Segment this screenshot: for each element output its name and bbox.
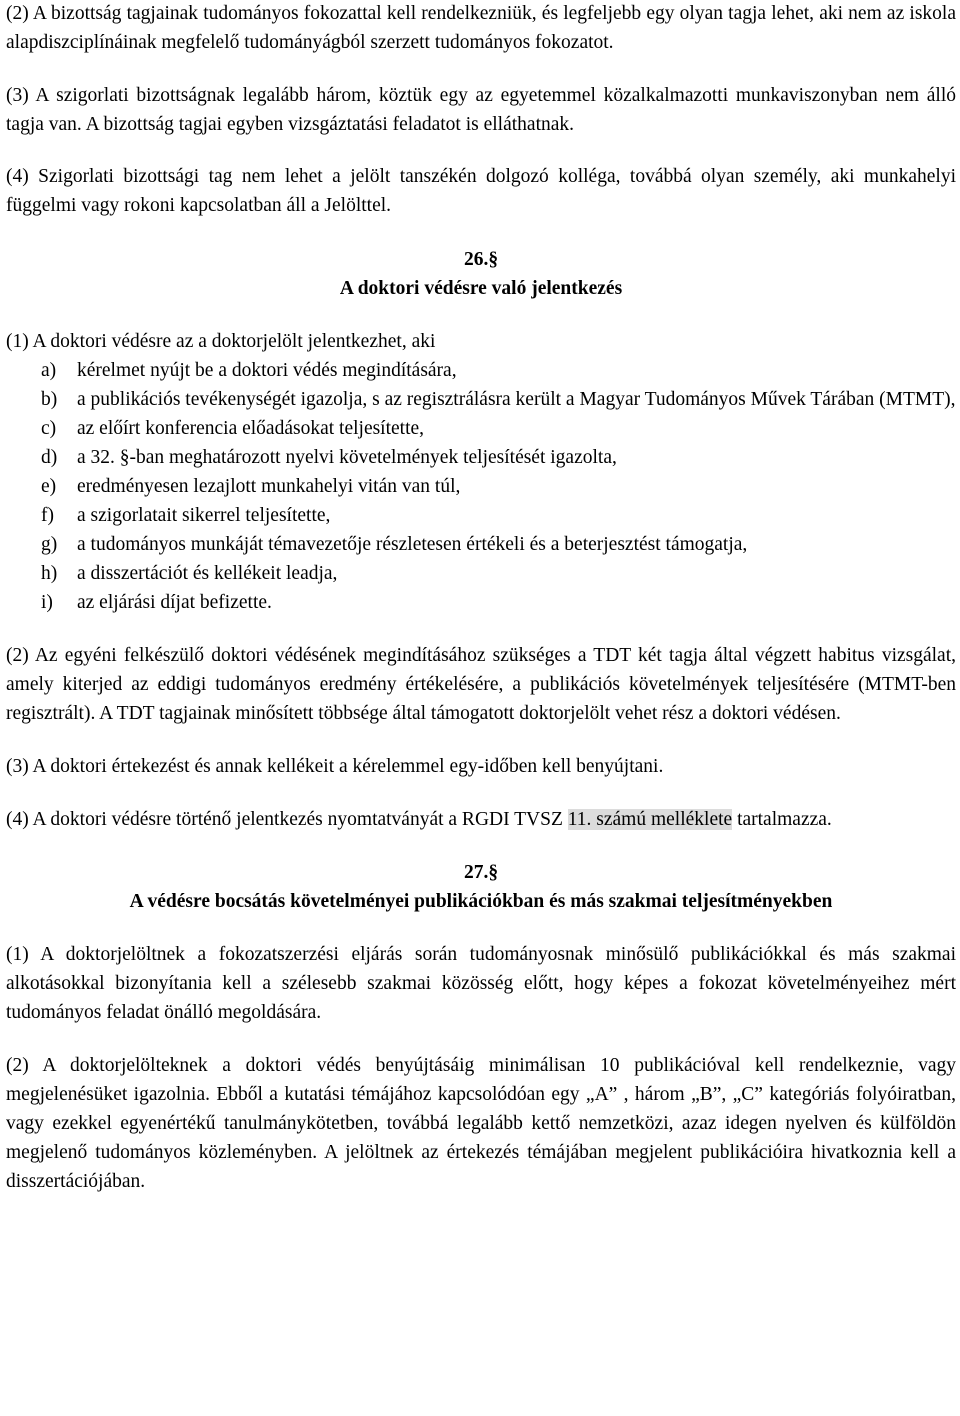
list-item-text: kérelmet nyújt be a doktori védés megindítására,: [77, 360, 457, 381]
list-item-letter: i): [41, 592, 53, 613]
list-item-text: az előírt konferencia előadásokat teljesítette,: [77, 418, 425, 439]
paragraph-26-2: (2) Az egyéni felkészülő doktori védésének megindításához szükséges a TDT két tagja által végzett habitus vizsgálat, amely kiterjed az eddigi tudományos eredmény értékelésére, a publikációs követelmények teljesítésére (MTMT-ben regisztrált). A TDT tagjainak minősített többsége által támogatott doktorjelölt vehet rész a doktori védésen.: [6, 645, 956, 724]
section-27-title: A védésre bocsátás követelményei publikációkban és más szakmai teljesítményekben: [129, 891, 833, 912]
paragraph-25-3: (3) A szigorlati bizottságnak legalább három, köztük egy az egyetemmel közalkalmazotti munkaviszonyban nem álló tagja van. A bizottság tagjai egyben vizsgáztatási feladatot is elláthatnak.: [6, 85, 956, 135]
list-item-text: eredményesen lezajlott munkahelyi vitán van túl,: [77, 476, 461, 497]
list-item-letter: f): [41, 505, 54, 526]
list-item-text: a 32. §-ban meghatározott nyelvi követelmények teljesítését igazolta,: [77, 447, 617, 468]
paragraph-25-2: (2) A bizottság tagjainak tudományos fokozattal kell rendelkezniük, és legfeljebb egy olyan tagja lehet, aki nem az iskola alapdiszciplínáinak megfelelő tudományágból szerzett tudományos fokozatot.: [6, 3, 956, 53]
list-item: [6, 530, 956, 559]
list-item-letter: e): [41, 476, 57, 497]
list-item: [6, 472, 956, 501]
list-item-text: a tudományos munkáját témavezetője részletesen értékeli és a beterjesztést támogatja,: [77, 534, 748, 555]
list-item-text: a szigorlatait sikerrel teljesítette,: [77, 505, 331, 526]
list-item: [6, 501, 956, 530]
paragraph-25-4: (4) Szigorlati bizottsági tag nem lehet a jelölt tanszékén dolgozó kolléga, továbbá olyan személy, aki munkahelyi függelmi vagy rokoni kapcsolatban áll a Jelölttel.: [6, 166, 956, 216]
list-item: [6, 414, 956, 443]
requirements-list: [6, 356, 956, 617]
section-26-title: A doktori védésre való jelentkezés: [339, 278, 623, 299]
list-item-letter: b): [41, 389, 58, 410]
list-item-text: a publikációs tevékenységét igazolja, s az regisztrálásra került a Magyar Tudományos Művek Tárában (MTMT),: [77, 389, 956, 410]
list-item-text: a disszertációt és kellékeit leadja,: [77, 563, 338, 584]
paragraph-26-3: (3) A doktori értekezést és annak kellékeit a kérelemmel egy-időben kell benyújtani.: [6, 756, 664, 777]
list-item-letter: a): [41, 360, 57, 381]
paragraph-27-1: (1) A doktorjelöltnek a fokozatszerzési eljárás során tudományosnak minősülő publikációkkal és más szakmai alkotásokkal bizonyítania kell a szélesebb szakmai közösség előtt, hogy képes a fokozat követelményeihez mért tudományos feladat önálló megoldására.: [6, 944, 956, 1023]
highlighted-annex-reference: 11. számú melléklete: [567, 809, 733, 830]
list-item-letter: g): [41, 534, 58, 555]
list-item: [6, 559, 956, 588]
list-item-letter: h): [41, 563, 58, 584]
list-item-letter: d): [41, 447, 58, 468]
paragraph-26-4-text-end: tartalmazza.: [732, 809, 832, 830]
list-item: [6, 588, 956, 617]
paragraph-26-4: [6, 805, 956, 834]
paragraph-26-4-text: (4) A doktori védésre történő jelentkezés nyomtatványát a RGDI TVSZ: [6, 809, 568, 830]
section-27-number: 27.§: [463, 862, 499, 883]
paragraph-27-2: (2) A doktorjelölteknek a doktori védés benyújtásáig minimálisan 10 publikációval kell rendelkeznie, vagy megjelenésüket igazolnia. Ebből a kutatási témájához kapcsolódóan egy „A” , három „B”, „C” kategóriás folyóiratban, vagy ezekkel egyenértékű tanulmánykötetben, továbbá legalább kettő nemzetközi, azaz idegen nyelven és külföldön megjelenő tudományos közleményben. A jelöltnek az értekezés témájában megjelent publikációira hivatkoznia kell a disszertációjában.: [6, 1055, 956, 1192]
list-item-letter: c): [41, 418, 57, 439]
section-26-number: 26.§: [463, 249, 499, 270]
list-item: [6, 385, 956, 414]
document-page: [6, 0, 956, 1196]
list-item-text: az eljárási díjat befizette.: [77, 592, 272, 613]
list-item: [6, 356, 956, 385]
paragraph-26-1-intro: (1) A doktori védésre az a doktorjelölt jelentkezhet, aki: [6, 331, 436, 352]
list-item: [6, 443, 956, 472]
